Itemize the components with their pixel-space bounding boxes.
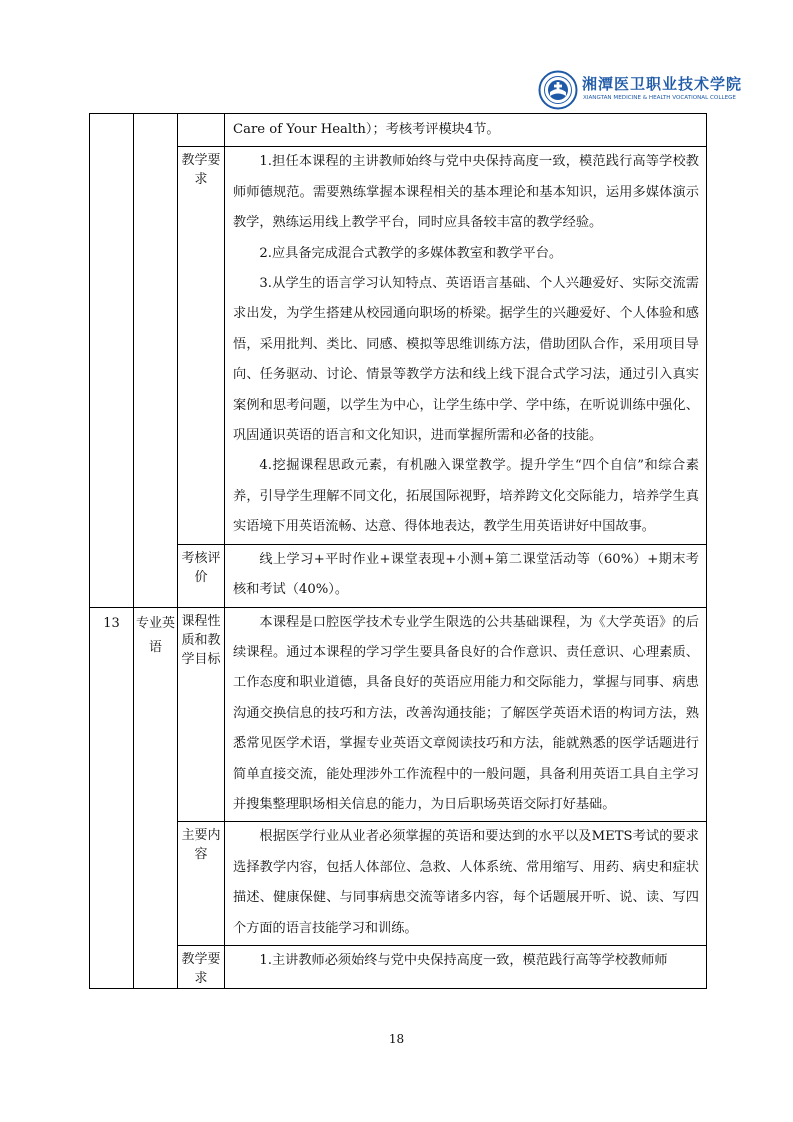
teaching-requirements-label: 教学要求 <box>178 147 225 544</box>
course-number: 13 <box>90 607 134 988</box>
paragraph: 1.主讲教师必须始终与党中央保持高度一致，模范践行高等学校教师师 <box>259 952 668 968</box>
table-row <box>90 822 707 946</box>
school-name-en: XIANGTAN MEDICINE & HEALTH VOCATIONAL COLLEGE <box>583 95 736 101</box>
paragraph: 1.担任本课程的主讲教师始终与党中央保持高度一致，模范践行高等学校教师师德规范。需要熟练掌握本课程相关的基本理论和基本知识，运用多媒体演示教学，熟练运用线上教学平台，同时应具备较丰富的教学经验。 <box>233 154 699 231</box>
number-cell-prev <box>90 114 134 608</box>
paragraph: 3.从学生的语言学习认知特点、英语语言基础、个人兴趣爱好、实际交流需求出发，为学生搭建从校园通向职场的桥梁。据学生的兴趣爱好、个人体验和感悟，采用批判、类比、同感、模拟等思维训练方法，借助团队合作，采用项目导向、任务驱动、讨论、情景等教学方法和线上线下混合式学习法，通过引入真实案例和思考问题，以学生为中心，让学生练中学、学中练，在听说训练中强化、巩固通识英语的语言和文化知识，进而掌握所需和必备的技能。 <box>233 276 699 444</box>
table-row <box>90 114 707 147</box>
course-nature-label: 课程性质和教学目标 <box>178 607 225 822</box>
label-cell-empty <box>178 114 225 147</box>
paragraph: 本课程是口腔医学技术专业学生限选的公共基础课程，为《大学英语》的后续课程。通过本课程的学习学生要具备良好的合作意识、责任意识、心理素质、工作态度和职业道德，具备良好的英语应用能力和交际能力，掌握与同事、病患沟通交换信息的技巧和方法，改善沟通技能；了解医学英语术语的构词方法，熟悉常见医学术语，掌握专业英语文章阅读技巧和方法，能就熟悉的医学话题进行简单直接交流，能处理涉外工作流程中的一般问题，具备利用英语工具自主学习并搜集整理职场相关信息的能力，为日后职场英语交际打好基础。 <box>233 614 699 812</box>
table-row <box>90 544 707 607</box>
school-seal-icon <box>538 70 578 110</box>
main-content-label: 主要内容 <box>178 822 225 946</box>
paragraph: 2.应具备完成混合式教学的多媒体教室和教学平台。 <box>259 245 563 261</box>
paragraph: 根据医学行业从业者必须掌握的英语和要达到的水平以及METS考试的要求选择教学内容，包括人体部位、急救、人体系统、常用缩写、用药、病史和症状描述、健康保健、与同事病患交流等诸多内容，每个话题展开听、说、读、写四个方面的语言技能学习和训练。 <box>233 829 699 936</box>
curriculum-table <box>89 113 707 989</box>
table-row <box>90 607 707 822</box>
school-logo <box>538 70 743 110</box>
teaching-requirements-content <box>225 147 707 544</box>
assessment-label: 考核评价 <box>178 544 225 607</box>
school-name-cn: 湘潭医卫职业技术学院 <box>582 75 743 93</box>
table-row <box>90 147 707 544</box>
assessment-content <box>225 544 707 607</box>
main-content-content <box>225 822 707 946</box>
paragraph: 4.挖掘课程思政元素，有机融入课堂教学。提升学生“四个自信”和综合素养，引导学生理解不同文化，拓展国际视野，培养跨文化交际能力，培养学生真实语境下用英语流畅、达意、得体地表达，教学生用英语讲好中国故事。 <box>233 458 699 535</box>
teaching-requirements-content-13 <box>225 945 707 988</box>
course-name-cell-prev <box>134 114 178 608</box>
table-row <box>90 945 707 988</box>
content-continuation-text: Care of Your Health）；考核考评模块4节。 <box>233 122 500 137</box>
teaching-requirements-label-13: 教学要求 <box>178 945 225 988</box>
course-nature-content <box>225 607 707 822</box>
paragraph: 线上学习+平时作业+课堂表现+小测+第二课堂活动等（60%）+期末考核和考试（40%）。 <box>233 551 699 598</box>
course-name: 专业英语 <box>134 607 178 988</box>
page-number: 18 <box>388 1032 405 1046</box>
content-continuation <box>225 114 707 147</box>
